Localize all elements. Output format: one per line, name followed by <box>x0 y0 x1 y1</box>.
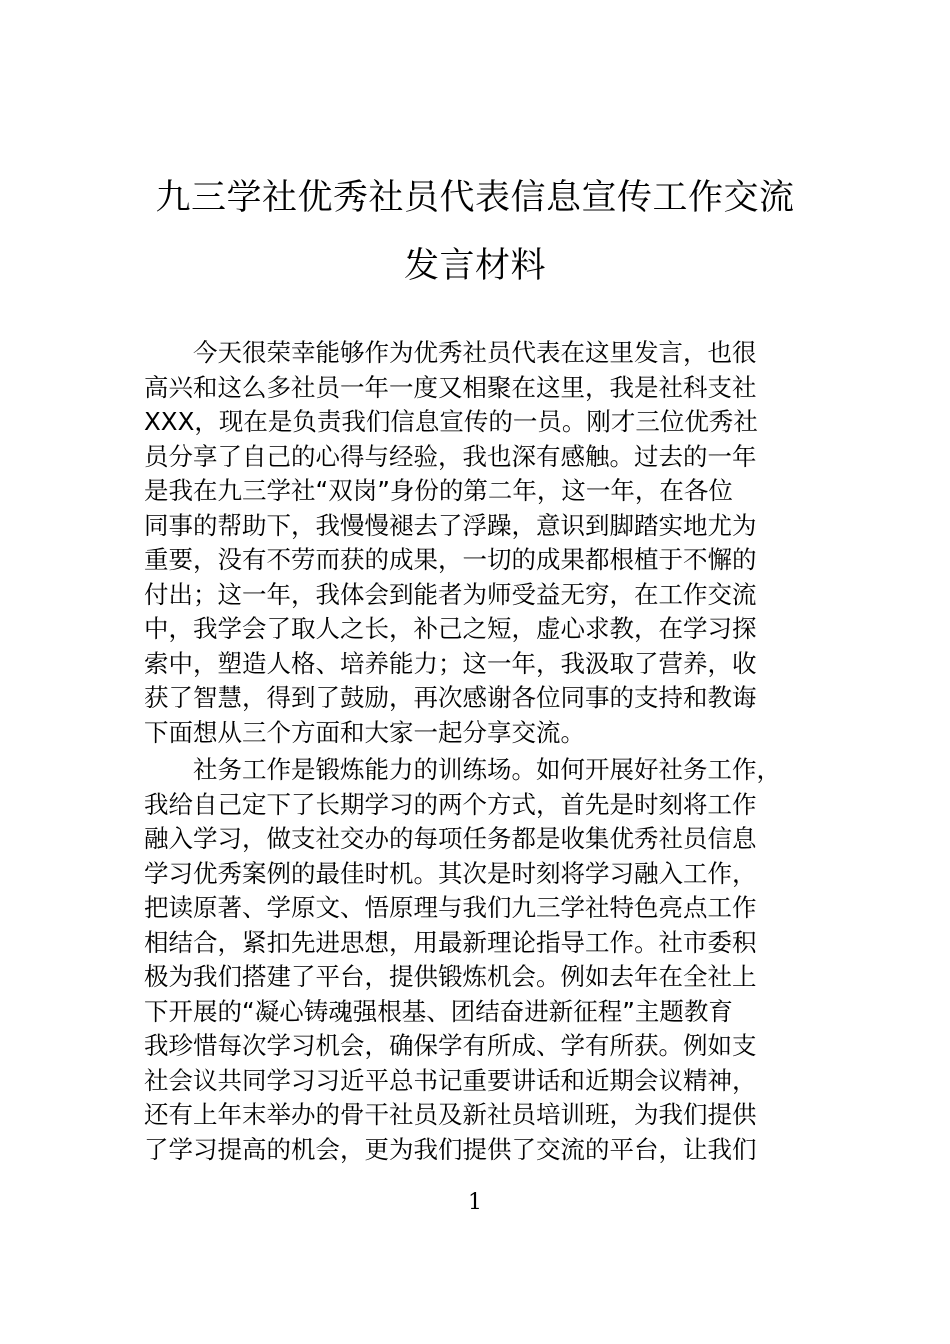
paragraph-line: 同事的帮助下，我慢慢褪去了浮躁，意识到脚踏实地尤为 <box>144 510 757 540</box>
paragraph-line: 索中，塑造人格、培养能力；这一年，我汲取了营养，收 <box>144 648 757 678</box>
paragraph-line: 重要，没有不劳而获的成果，一切的成果都根植于不懈的 <box>144 545 757 574</box>
paragraph-line: 社务工作是锻炼能力的训练场。如何开展好社务工作， <box>193 755 781 784</box>
paragraph-line: XXX，现在是负责我们信息宣传的一员。刚才三位优秀社 <box>144 407 758 436</box>
paragraph-line: 是我在九三学社“双岗”身份的第二年，这一年，在各位 <box>144 476 733 505</box>
page-number: 1 <box>468 1190 482 1215</box>
paragraph-line: 学习优秀案例的最佳时机。其次是时刻将学习融入工作， <box>144 858 757 888</box>
paragraph-line: 社会议共同学习习近平总书记重要讲话和近期会议精神， <box>144 1065 757 1095</box>
paragraph-line: 相结合，紧扣先进思想，用最新理论指导工作。社市委积 <box>144 927 757 957</box>
paragraph-line: 员分享了自己的心得与经验，我也深有感触。过去的一年 <box>144 441 757 471</box>
paragraph-line: 把读原著、学原文、悟原理与我们九三学社特色亮点工作 <box>144 893 757 922</box>
paragraph-line: 极为我们搭建了平台，提供锻炼机会。例如去年在全社上 <box>144 962 757 991</box>
paragraph-line: 获了智慧，得到了鼓励，再次感谢各位同事的支持和教诲 <box>144 683 757 712</box>
paragraph-line: 下开展的“凝心铸魂强根基、团结奋进新征程”主题教育 <box>144 996 733 1026</box>
paragraph-1 <box>144 336 834 750</box>
paragraph-line: 我给自己定下了长期学习的两个方式，首先是时刻将工作 <box>144 789 757 819</box>
paragraph-line: 还有上年末举办的骨干社员及新社员培训班，为我们提供 <box>144 1100 757 1129</box>
paragraph-line: 付出；这一年，我体会到能者为师受益无穷，在工作交流 <box>144 579 757 609</box>
document-title-line-2: 发言材料 <box>403 246 546 286</box>
paragraph-line: 中，我学会了取人之长，补己之短，虚心求教，在学习探 <box>144 614 757 643</box>
paragraph-line: 高兴和这么多社员一年一度又相聚在这里，我是社科支社 <box>144 372 757 402</box>
paragraph-2 <box>144 753 834 1167</box>
paragraph-line: 我珍惜每次学习机会，确保学有所成、学有所获。例如支 <box>144 1031 757 1060</box>
paragraph-line: 下面想从三个方面和大家一起分享交流。 <box>144 717 585 747</box>
document-title-line-1: 九三学社优秀社员代表信息宣传工作交流 <box>155 178 795 218</box>
paragraph-line: 今天很荣幸能够作为优秀社员代表在这里发言，也很 <box>193 338 757 367</box>
paragraph-line: 了学习提高的机会，更为我们提供了交流的平台，让我们 <box>144 1134 757 1164</box>
paragraph-line: 融入学习，做支社交办的每项任务都是收集优秀社员信息 <box>144 824 757 853</box>
